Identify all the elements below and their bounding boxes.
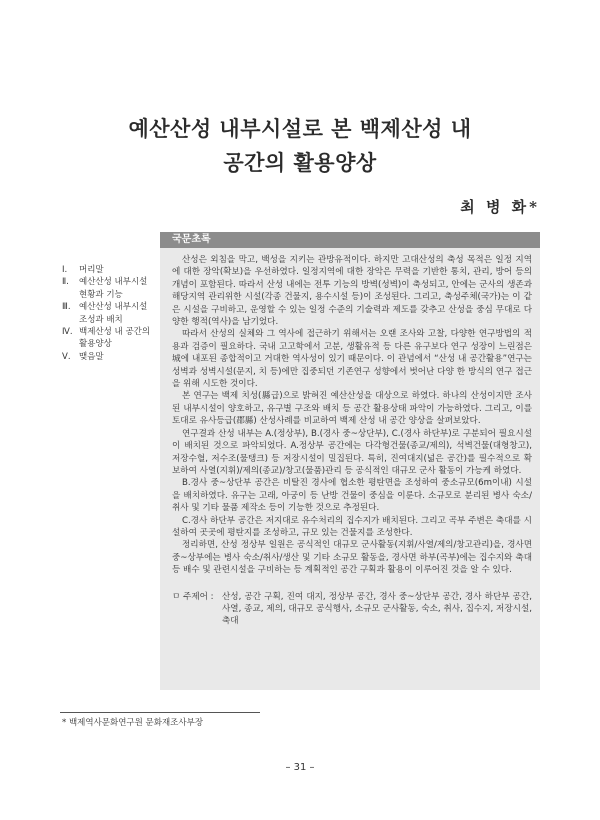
toc-item — [62, 301, 158, 326]
toc-item-label: 예산산성 내부시설 현황과 기능 — [79, 277, 148, 300]
abstract-paragraph: 따라서 산성의 실체와 그 역사에 접근하기 위해서는 오랜 조사와 고찰, 다양한 연구방법의 적용과 검증이 필요하다. 국내 고고학에서 고분, 생활유적 등 다른 유구보다 연구 성장이 느린점은 城에 내포된 종합적이고 거대한 역사성이 있기 때문이다. 이 관념에서 “산성 내 공간활용”연구는 성벽과 성벽시설(문지, 치 등)에만 집중되던 기존연구 성향에서 벗어난 다양 한 방식의 연구 접근을 위해 시도한 것이다. — [172, 329, 532, 390]
author-name: 최 병 화* — [460, 198, 540, 216]
page-number: – 31 – — [285, 762, 315, 773]
abstract-heading: 국문초록 — [160, 232, 540, 248]
abstract-paragraph: 정리하면, 산성 정상부 일원은 공식적인 대규모 군사활동(지휘/사열/제의/창고관리)을, 경사면 중~상부에는 병사 숙소/취사/생산 및 기타 소규모 활동을, 경사면 하부(곡부)에는 집수지와 축대 등 배수 및 관련시설을 구비하는 등 계획적인 공간 구획과 활용이 이루어진 것을 알 수 있다. — [172, 540, 532, 576]
abstract-paragraph: 연구결과 산성 내부는 A.(정상부), B.(경사 중~상단부), C.(경사 하단부)로 구분되어 필요시설이 배치된 것으로 파악되었다. A.정상부 공간에는 다각형건물(종교/제의), 석벽건물(대형창고), 저장수혈, 저수조(물탱크) 등 저장시설이 밀집된다. 특히, 진여대지(넓은 공간)를 필수적으로 확보하여 사열(지휘)/제의(종교)/창고(물품)관리 등 공식적인 대규모 군사 활동이 가능케 하였다. — [172, 428, 532, 476]
toc-item-number: Ⅲ. — [62, 302, 71, 313]
toc-item-label: 예산산성 내부시설 조성과 배치 — [79, 302, 148, 325]
toc-item-label: 맺음말 — [79, 351, 104, 362]
abstract-paragraph: 산성은 외침을 막고, 백성을 지키는 관방유적이다. 하지만 고대산성의 축성 목적은 일정 지역에 대한 장악(확보)을 우선하였다. 일정지역에 대한 장악은 무력을 기반한 통치, 관리, 방어 등의 개념이 포함된다. 따라서 산성 내에는 전투 기능의 방벽(성벽)이 축성되고, 안에는 군사의 생존과 해당지역 관리위한 시설(각종 건물지, 용수시설 등)이 조성된다. 그리고, 축성주체(국가)는 이 같은 시설을 구비하고, 운영할 수 있는 일정 수준의 기술력과 제도를 갖추고 산성을 중심 무대로 다양한 행적(역사)을 남기었다. — [172, 255, 532, 328]
keywords — [172, 591, 532, 628]
toc-item-number: Ⅰ. — [62, 265, 68, 275]
table-of-contents — [62, 264, 158, 363]
abstract-box — [160, 232, 540, 690]
toc-item-number: Ⅴ. — [62, 351, 71, 362]
toc-item-label: 백제산성 내 공간의 활용양상 — [79, 327, 151, 350]
toc-item — [62, 264, 158, 276]
toc-item — [62, 276, 158, 301]
keywords-label: ㅁ 주제어 : — [172, 591, 214, 602]
title-line-1: 예산산성 내부시설로 본 백제산성 내 — [128, 116, 472, 141]
toc-item-number: Ⅱ. — [62, 277, 69, 288]
abstract-paragraph: C.경사 하단부 공간은 저지대로 유수처리의 집수지가 배치된다. 그리고 곡부 주변은 축대를 시설하여 곳곳에 평탄지를 조성하고, 규모 있는 건물지를 조성한다. — [172, 515, 532, 538]
abstract-paragraph: 본 연구는 백제 치성(縣급)으로 밝혀진 예산산성을 대상으로 하였다. 하나의 산성이지만 조사된 내부시설이 양호하고, 유구별 구조와 배치 등 공간 활용상태 파악이 가능하였다. 그리고, 이를 토대로 유사등급(郡縣) 산성사례를 비교하여 백제 산성 내 공간 양상을 살펴보았다. — [172, 391, 532, 427]
toc-item-label: 머리말 — [79, 265, 104, 275]
toc-item-number: Ⅳ. — [62, 327, 73, 338]
abstract-paragraph: B.경사 중~상단부 공간은 비탈진 경사에 협소한 평탄면을 조성하여 중소규모(6m이내) 시설을 배치하였다. 유구는 고래, 아궁이 등 난방 건물이 중심을 이룬다. 소규모로 분리된 병사 숙소/취사 및 기타 물품 제작소 등이 기능한 것으로 추정된다. — [172, 478, 532, 514]
keywords-text: 산성, 공간 구획, 진여 대지, 정상부 공간, 경사 중~상단부 공간, 경사 하단부 공간, 사열, 종교, 제의, 대규모 공식행사, 소규모 군사활동, 숙소, 취사, 집수지, 저장시설, 축대 — [222, 591, 532, 627]
paper-title — [0, 112, 600, 180]
footnote-divider — [60, 712, 260, 713]
toc-item — [62, 326, 158, 351]
title-line-2: 공간의 활용양상 — [223, 150, 377, 175]
toc-item — [62, 351, 158, 363]
abstract-body — [160, 248, 540, 628]
footnote: * 백제역사문화연구원 문화재조사부장 — [62, 718, 204, 728]
